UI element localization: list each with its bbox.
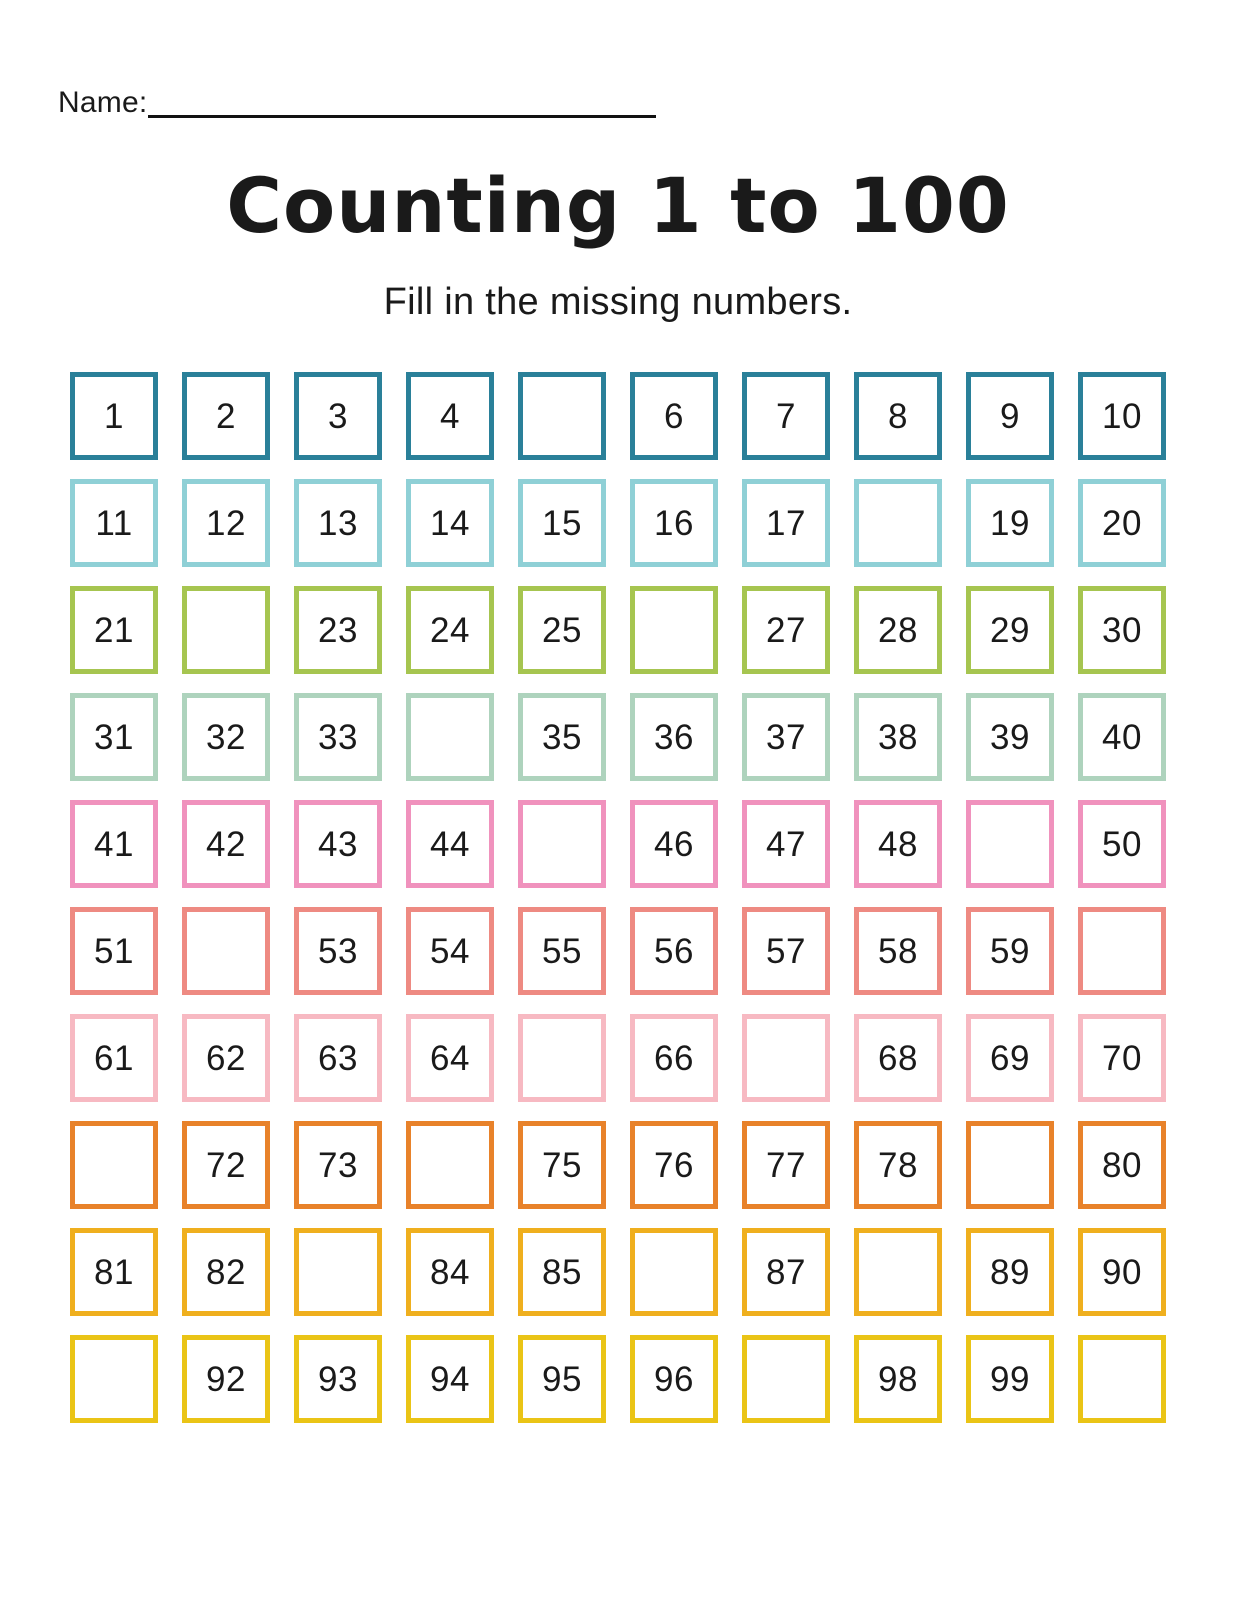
- number-cell[interactable]: 94: [406, 1335, 494, 1423]
- number-cell[interactable]: 17: [742, 479, 830, 567]
- number-cell[interactable]: 19: [966, 479, 1054, 567]
- number-cell[interactable]: 64: [406, 1014, 494, 1102]
- number-cell[interactable]: 82: [182, 1228, 270, 1316]
- number-cell-blank[interactable]: [854, 1228, 942, 1316]
- number-cell[interactable]: 56: [630, 907, 718, 995]
- number-cell[interactable]: 54: [406, 907, 494, 995]
- number-cell[interactable]: 36: [630, 693, 718, 781]
- number-cell[interactable]: 4: [406, 372, 494, 460]
- number-cell[interactable]: 99: [966, 1335, 1054, 1423]
- number-cell[interactable]: 92: [182, 1335, 270, 1423]
- number-cell[interactable]: 43: [294, 800, 382, 888]
- number-cell-blank[interactable]: [1078, 1335, 1166, 1423]
- number-cell[interactable]: 14: [406, 479, 494, 567]
- number-cell[interactable]: 69: [966, 1014, 1054, 1102]
- number-cell[interactable]: 58: [854, 907, 942, 995]
- number-cell[interactable]: 39: [966, 693, 1054, 781]
- number-cell[interactable]: 29: [966, 586, 1054, 674]
- number-cell[interactable]: 85: [518, 1228, 606, 1316]
- number-cell[interactable]: 48: [854, 800, 942, 888]
- number-cell[interactable]: 77: [742, 1121, 830, 1209]
- number-cell-blank[interactable]: [406, 1121, 494, 1209]
- number-cell[interactable]: 70: [1078, 1014, 1166, 1102]
- number-cell[interactable]: 31: [70, 693, 158, 781]
- number-cell[interactable]: 81: [70, 1228, 158, 1316]
- number-cell[interactable]: 75: [518, 1121, 606, 1209]
- number-cell[interactable]: 27: [742, 586, 830, 674]
- number-cell[interactable]: 37: [742, 693, 830, 781]
- name-field-row: [58, 60, 1178, 118]
- number-cell[interactable]: 7: [742, 372, 830, 460]
- number-cell[interactable]: 89: [966, 1228, 1054, 1316]
- number-cell[interactable]: 72: [182, 1121, 270, 1209]
- number-cell[interactable]: 28: [854, 586, 942, 674]
- number-cell-blank[interactable]: [518, 1014, 606, 1102]
- number-cell[interactable]: 35: [518, 693, 606, 781]
- number-cell[interactable]: 73: [294, 1121, 382, 1209]
- number-cell-blank[interactable]: [70, 1121, 158, 1209]
- number-cell-blank[interactable]: [742, 1335, 830, 1423]
- number-cell[interactable]: 59: [966, 907, 1054, 995]
- page-title: Counting 1 to 100: [226, 161, 1010, 250]
- number-cell[interactable]: 15: [518, 479, 606, 567]
- number-cell[interactable]: 63: [294, 1014, 382, 1102]
- number-cell[interactable]: 1: [70, 372, 158, 460]
- number-cell[interactable]: 2: [182, 372, 270, 460]
- page-subtitle: Fill in the missing numbers.: [383, 281, 853, 323]
- number-cell-blank[interactable]: [182, 586, 270, 674]
- number-cell[interactable]: 33: [294, 693, 382, 781]
- number-cell[interactable]: 78: [854, 1121, 942, 1209]
- number-cell[interactable]: 90: [1078, 1228, 1166, 1316]
- number-cell-blank[interactable]: [406, 693, 494, 781]
- number-cell-blank[interactable]: [518, 800, 606, 888]
- number-cell[interactable]: 11: [70, 479, 158, 567]
- number-cell[interactable]: 32: [182, 693, 270, 781]
- number-cell[interactable]: 16: [630, 479, 718, 567]
- number-cell[interactable]: 62: [182, 1014, 270, 1102]
- number-cell[interactable]: 13: [294, 479, 382, 567]
- number-cell-blank[interactable]: [294, 1228, 382, 1316]
- number-cell[interactable]: 41: [70, 800, 158, 888]
- number-cell[interactable]: 10: [1078, 372, 1166, 460]
- number-cell[interactable]: 76: [630, 1121, 718, 1209]
- number-cell-blank[interactable]: [854, 479, 942, 567]
- number-grid: [58, 372, 1178, 1423]
- number-cell[interactable]: 38: [854, 693, 942, 781]
- number-cell-blank[interactable]: [966, 800, 1054, 888]
- number-cell[interactable]: 25: [518, 586, 606, 674]
- number-cell[interactable]: 40: [1078, 693, 1166, 781]
- number-cell[interactable]: 53: [294, 907, 382, 995]
- number-cell[interactable]: 57: [742, 907, 830, 995]
- number-cell[interactable]: 20: [1078, 479, 1166, 567]
- number-cell[interactable]: 51: [70, 907, 158, 995]
- number-cell[interactable]: 46: [630, 800, 718, 888]
- number-cell[interactable]: 84: [406, 1228, 494, 1316]
- name-label: Name:: [58, 86, 148, 119]
- number-cell[interactable]: 55: [518, 907, 606, 995]
- number-cell-blank[interactable]: [70, 1335, 158, 1423]
- number-cell-blank[interactable]: [1078, 907, 1166, 995]
- number-cell[interactable]: 30: [1078, 586, 1166, 674]
- number-cell-blank[interactable]: [182, 907, 270, 995]
- number-cell[interactable]: 68: [854, 1014, 942, 1102]
- number-cell[interactable]: 47: [742, 800, 830, 888]
- number-cell[interactable]: 3: [294, 372, 382, 460]
- name-input-line[interactable]: [148, 91, 656, 118]
- number-cell[interactable]: 44: [406, 800, 494, 888]
- number-cell-blank[interactable]: [518, 372, 606, 460]
- number-cell[interactable]: 8: [854, 372, 942, 460]
- number-cell[interactable]: 42: [182, 800, 270, 888]
- number-cell[interactable]: 66: [630, 1014, 718, 1102]
- number-cell[interactable]: 98: [854, 1335, 942, 1423]
- number-cell-blank[interactable]: [630, 1228, 718, 1316]
- number-cell[interactable]: 87: [742, 1228, 830, 1316]
- number-cell[interactable]: 21: [70, 586, 158, 674]
- number-cell[interactable]: 12: [182, 479, 270, 567]
- number-cell[interactable]: 95: [518, 1335, 606, 1423]
- number-cell[interactable]: 80: [1078, 1121, 1166, 1209]
- number-cell-blank[interactable]: [966, 1121, 1054, 1209]
- number-cell-blank[interactable]: [630, 586, 718, 674]
- number-cell[interactable]: 9: [966, 372, 1054, 460]
- number-cell[interactable]: 61: [70, 1014, 158, 1102]
- number-cell[interactable]: 23: [294, 586, 382, 674]
- number-cell[interactable]: 93: [294, 1335, 382, 1423]
- number-cell-blank[interactable]: [742, 1014, 830, 1102]
- number-cell[interactable]: 50: [1078, 800, 1166, 888]
- number-cell[interactable]: 24: [406, 586, 494, 674]
- number-cell[interactable]: 6: [630, 372, 718, 460]
- number-cell[interactable]: 96: [630, 1335, 718, 1423]
